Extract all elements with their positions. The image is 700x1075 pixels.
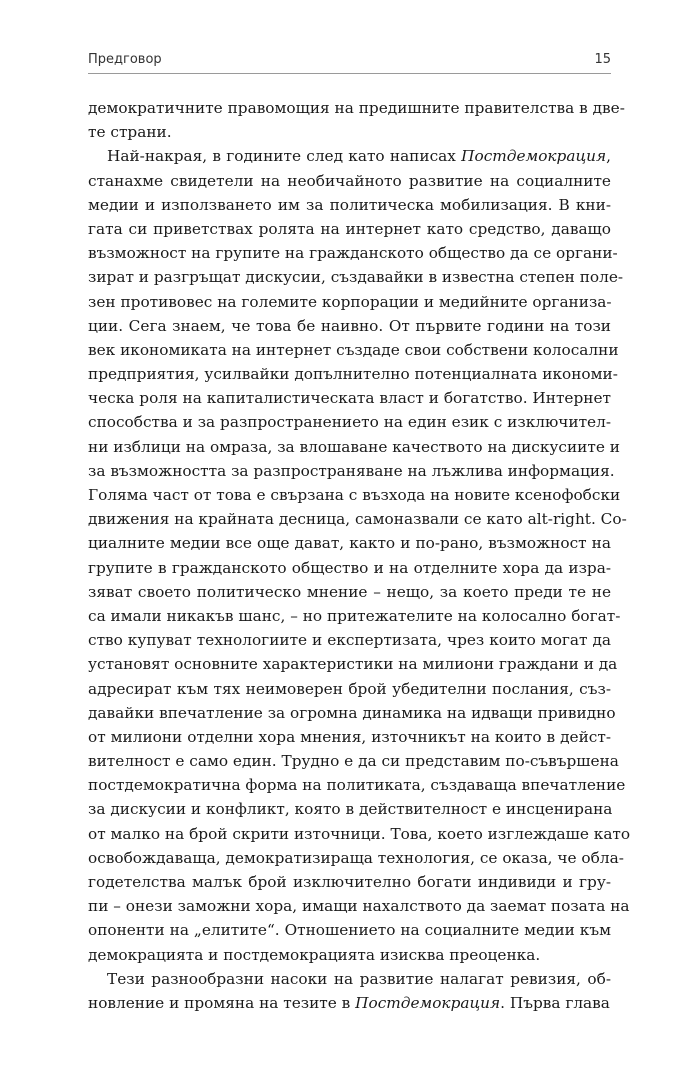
text-line: ческа роля на капиталистическата власт и богатство. Интернет bbox=[88, 389, 611, 408]
text-line: ции. Сега знаем, че това бе наивно. От първите години на този bbox=[88, 316, 611, 335]
text-line: установят основните характеристики на милиони граждани и да bbox=[88, 655, 618, 674]
text-line: зират и разгръщат дискусии, създавайки в известна степен поле- bbox=[88, 268, 624, 287]
text-line: вителност е само един. Трудно е да си представим по-съвършена bbox=[88, 752, 619, 771]
text-line: пи – онези заможни хора, имащи нахалството да заемат позата на bbox=[88, 897, 630, 916]
text-line: Голяма част от това е свързана с възхода на новите ксенофобски bbox=[88, 486, 621, 504]
text-line: предприятия, усилвайки допълнително потенциалната икономи- bbox=[88, 365, 618, 384]
body-text bbox=[88, 96, 631, 1015]
text-line: новление и промяна на тезите в Постдемокрация. Първа глава bbox=[88, 993, 610, 1012]
page-number: 15 bbox=[594, 52, 611, 67]
text-line: са имали никакъв шанс, – но притежателите на колосално богат- bbox=[88, 606, 621, 625]
header-rule bbox=[88, 73, 611, 74]
text-line: Тези разнообразни насоки на развитие налагат ревизия, об- bbox=[107, 969, 611, 988]
text-line: постдемократична форма на политиката, създаваща впечатление bbox=[88, 776, 626, 795]
text-line: възможност на групите на гражданското общество да се органи- bbox=[88, 244, 618, 263]
text-line: опоненти на „елитите“. Отношението на социалните медии към bbox=[88, 921, 611, 940]
text-line: те страни. bbox=[88, 123, 172, 142]
text-line: адресират към тях неимоверен брой убедителни послания, съз- bbox=[88, 679, 611, 698]
text-line: давайки впечатление за огромна динамика на идващи привидно bbox=[88, 703, 616, 722]
running-title: Предговор bbox=[88, 52, 162, 67]
text-line: от милиони отделни хора мнения, източникът на които в дейст- bbox=[88, 727, 611, 746]
text-line: движения на крайната десница, самоназвали се като alt-right. Со- bbox=[88, 510, 627, 529]
text-line: групите в гражданското общество и на отделните хора да изра- bbox=[88, 558, 611, 577]
text-line: за възможността за разпространяване на лъжлива информация. bbox=[88, 461, 615, 480]
text-line: ни изблици на омраза, за влошаване качеството на дискусиите и bbox=[88, 437, 620, 456]
text-line: зяват своето политическо мнение – нещо, за което преди те не bbox=[88, 582, 611, 601]
text-line: Най-накрая, в годините след като написах Постдемокрация, bbox=[107, 147, 611, 166]
text-line: век икономиката на интернет създаде свои собствени колосални bbox=[88, 340, 619, 359]
text-line: зен противовес на големите корпорации и медийните организа- bbox=[88, 292, 612, 311]
text-line: гата си приветствах ролята на интернет като средство, даващо bbox=[88, 219, 611, 238]
text-line: медии и използването им за политическа мобилизация. В кни- bbox=[88, 195, 611, 214]
text-line: демократичните правомощия на предишните правителства в две- bbox=[88, 99, 625, 117]
text-line: освобождаваща, демократизираща технология, се оказа, че обла- bbox=[88, 848, 624, 867]
page-header bbox=[88, 52, 611, 74]
text-line: ство купуват технологиите и експертизата, чрез които могат да bbox=[88, 631, 611, 650]
text-line: циалните медии все още дават, както и по-рано, възможност на bbox=[88, 534, 611, 553]
text-line: станахме свидетели на необичайното развитие на социалните bbox=[88, 171, 611, 190]
text-line: годетелства малък брой изключително богати индивиди и гру- bbox=[88, 873, 611, 891]
text-line: способства и за разпространението на един език с изключител- bbox=[88, 413, 611, 432]
text-line: демокрацията и постдемокрацията изисква преоценка. bbox=[88, 945, 541, 964]
text-line: за дискусии и конфликт, която в действителност е инсценирана bbox=[88, 800, 613, 819]
text-line: от малко на брой скрити източници. Това, което изглеждаше като bbox=[88, 824, 631, 843]
